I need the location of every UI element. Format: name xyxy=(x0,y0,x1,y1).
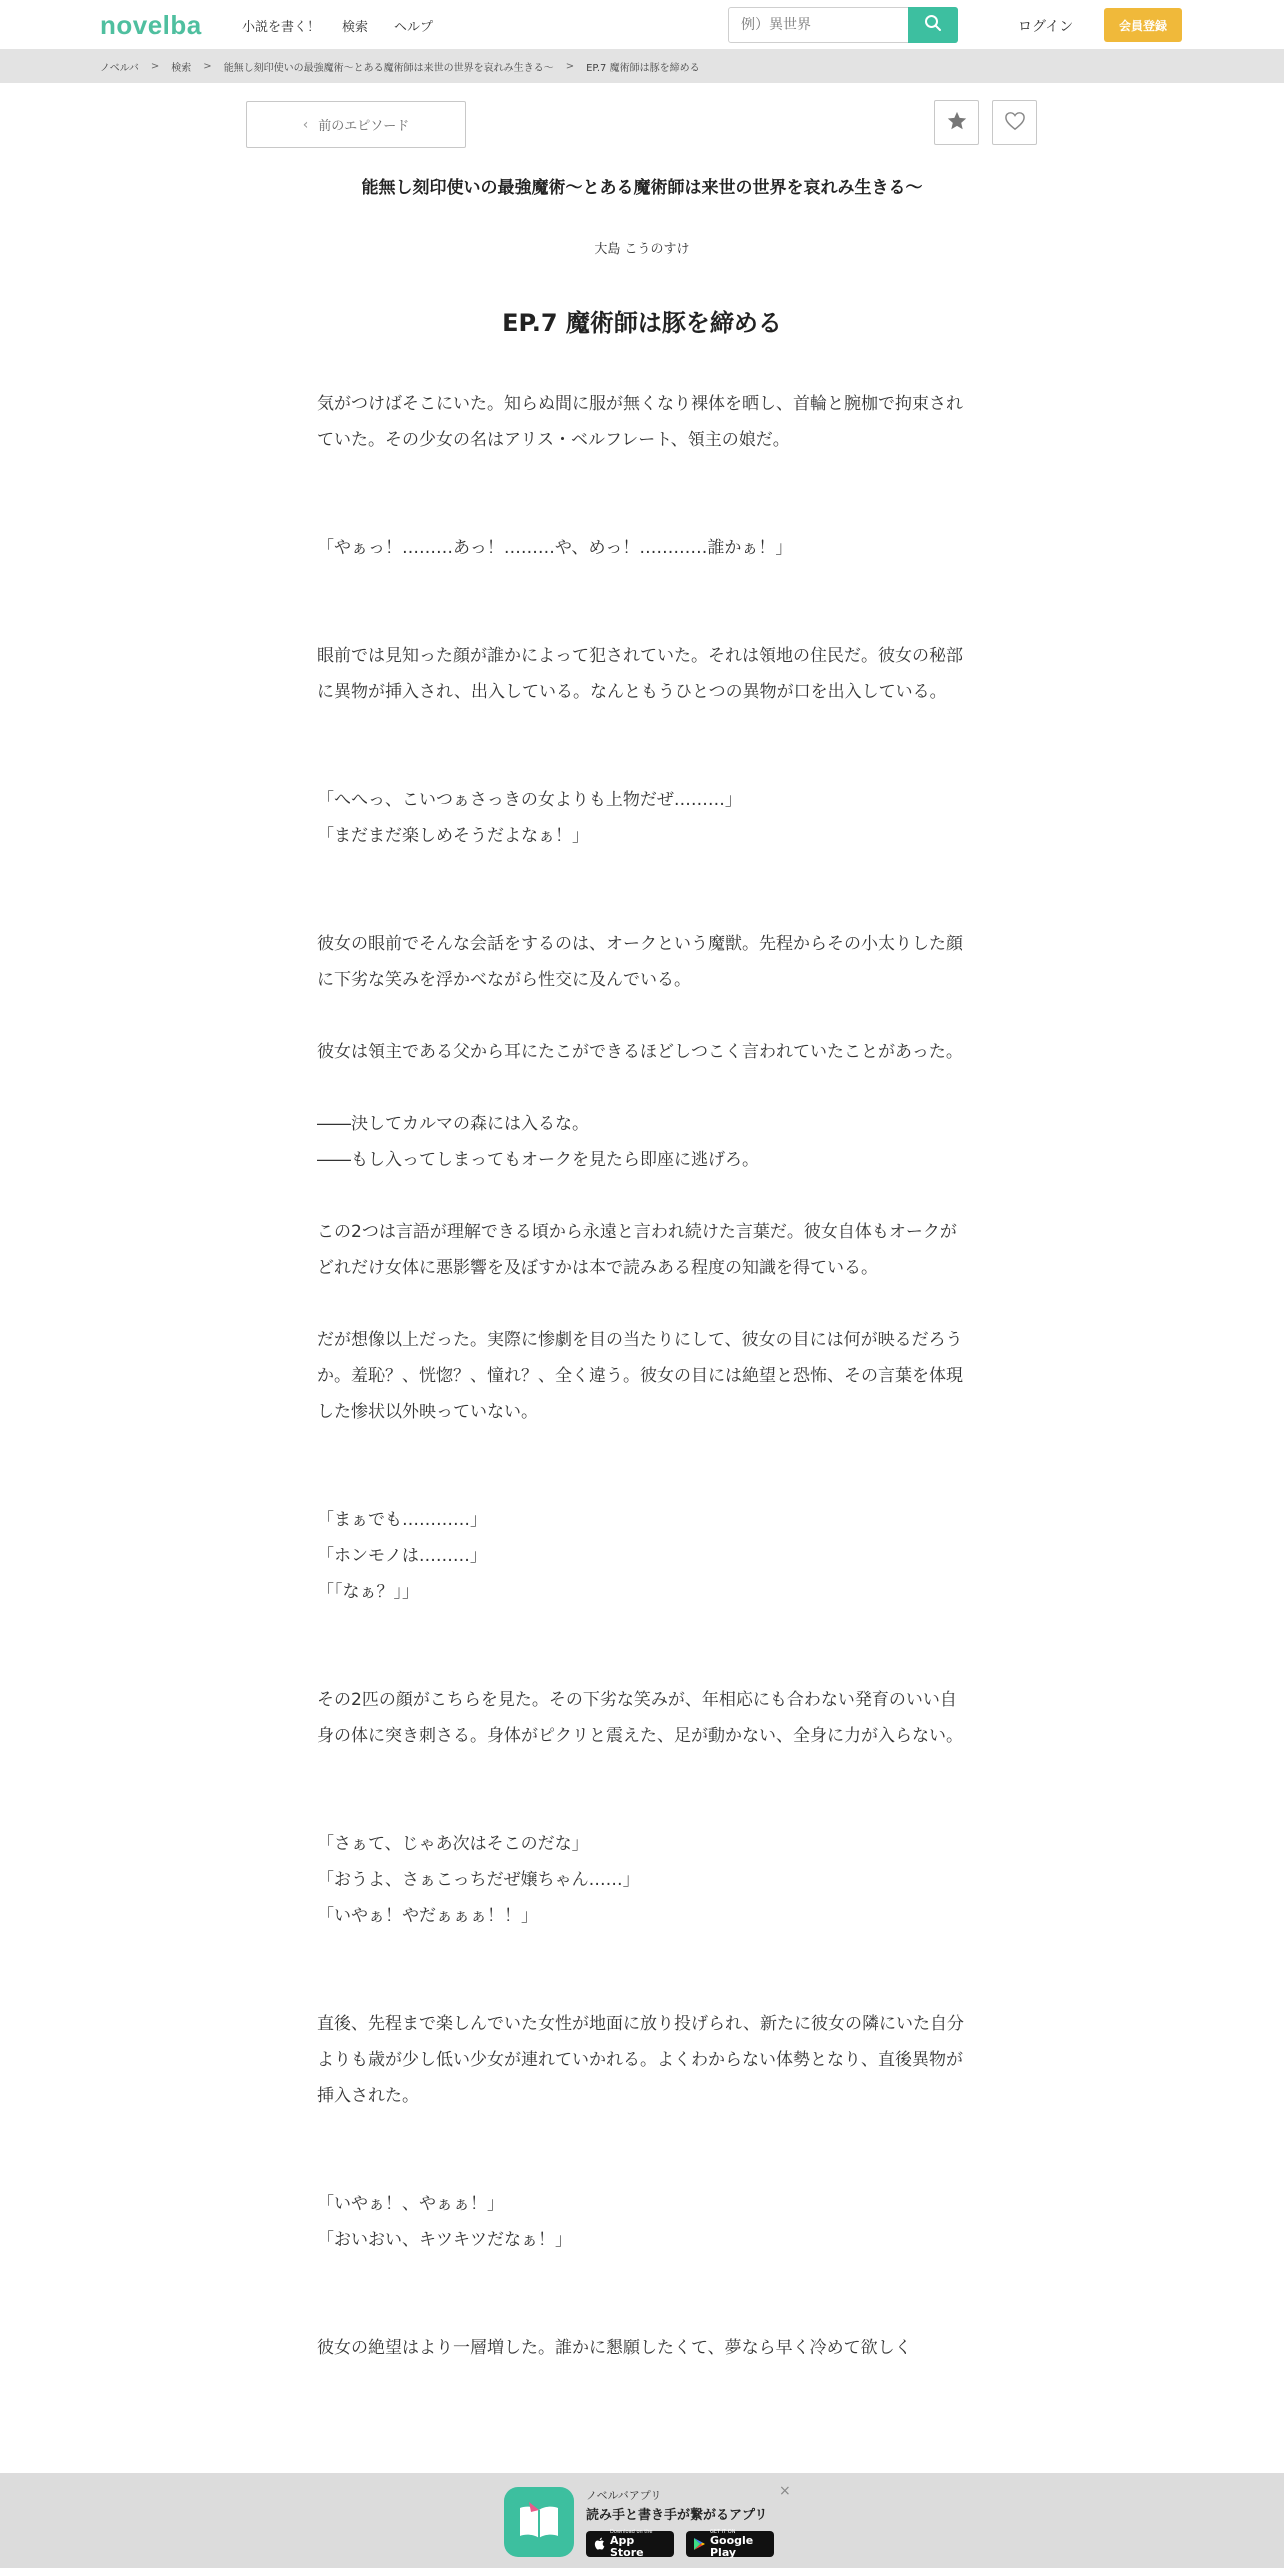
header xyxy=(0,0,1284,49)
prev-episode-button[interactable] xyxy=(246,101,466,148)
chevron-left-icon: ‹ xyxy=(302,116,309,133)
google-play-text: Google Play xyxy=(710,2534,754,2559)
episode-title: EP.7 魔術師は豚を締める xyxy=(502,309,782,337)
favorite-heart-button[interactable] xyxy=(992,100,1037,145)
story-paragraph: 「おいおい、キツキツだなぁ！」 xyxy=(317,2230,572,2250)
story-paragraph: ――もし入ってしまってもオークを見たら即座に逃げろ。 xyxy=(317,1150,759,1170)
login-link[interactable]: ログイン xyxy=(1018,19,1074,35)
google-play-badge[interactable] xyxy=(686,2531,774,2557)
author-name[interactable]: 大島 こうのすけ xyxy=(594,242,690,257)
bookmark-star-button[interactable] xyxy=(934,100,979,145)
search-button[interactable] xyxy=(908,7,958,43)
app-banner xyxy=(0,2473,1284,2568)
novel-title[interactable]: 能無し刻印使いの最強魔術〜とある魔術師は来世の世界を哀れみ生きる〜 xyxy=(361,178,923,198)
blank-line xyxy=(317,2150,967,2186)
blank-line xyxy=(317,710,967,746)
blank-line xyxy=(317,566,967,602)
story-paragraph: ――決してカルマの森には入るな。 xyxy=(317,1114,589,1134)
story-paragraph: 「いやぁ！、やぁぁ！」 xyxy=(317,2194,504,2214)
story-paragraph: 彼女の絶望はより一層増した。誰かに懇願したくて、夢なら早く冷めて欲しく xyxy=(317,2338,912,2358)
breadcrumb-separator: > xyxy=(150,60,160,72)
breadcrumb xyxy=(0,49,1284,83)
blank-line xyxy=(317,2258,967,2294)
novelba-app-icon[interactable] xyxy=(504,2487,574,2557)
banner-close-icon[interactable]: × xyxy=(779,2483,791,2499)
blank-line xyxy=(317,602,967,638)
breadcrumb-home[interactable]: ノベルバ xyxy=(100,62,139,74)
breadcrumb-search[interactable]: 検索 xyxy=(171,62,192,74)
app-name: ノベルバアプリ xyxy=(586,2489,662,2502)
story-body xyxy=(317,386,967,2366)
nav-search[interactable]: 検索 xyxy=(342,20,369,35)
blank-line xyxy=(317,1466,967,1502)
story-paragraph: 「おうよ、さぁこっちだぜ嬢ちゃん……」 xyxy=(317,1870,640,1890)
blank-line xyxy=(317,1178,967,1214)
story-paragraph: 眼前では見知った顔が誰かによって犯されていた。それは領地の住民だ。彼女の秘部に異物が挿入され、出入している。なんともうひとつの異物が口を出入している。 xyxy=(317,646,963,702)
breadcrumb-separator: > xyxy=(203,60,212,72)
blank-line xyxy=(317,1286,967,1322)
story-paragraph: 気がつけばそこにいた。知らぬ間に服が無くなり裸体を晒し、首輪と腕枷で拘束されていた。その少女の名はアリス・ベルフレート、領主の娘だ。 xyxy=(317,394,963,450)
blank-line xyxy=(317,998,967,1034)
app-tagline: 読み手と書き手が繋がるアプリ xyxy=(586,2508,768,2523)
blank-line xyxy=(317,1790,967,1826)
app-store-badge[interactable] xyxy=(586,2531,674,2557)
breadcrumb-episode: EP.7 魔術師は豚を締める xyxy=(586,62,700,74)
google-play-icon xyxy=(694,2535,705,2554)
story-paragraph: 直後、先程まで楽しんでいた女性が地面に放り投げられ、新たに彼女の隣にいた自分よりも歳が少し低い少女が連れていかれる。よくわからない体勢となり、直後異物が挿入された。 xyxy=(317,2014,965,2106)
blank-line xyxy=(317,458,967,494)
novelba-logo[interactable]: novelba xyxy=(100,10,202,40)
story-paragraph: 彼女の眼前でそんな会話をするのは、オークという魔獣。先程からその小太りした顔に下劣な笑みを浮かべながら性交に及んでいる。 xyxy=(317,934,963,990)
blank-line xyxy=(317,1610,967,1646)
blank-line xyxy=(317,2294,967,2330)
story-paragraph: だが想像以上だった。実際に惨劇を目の当たりにして、彼女の目には何が映るだろうか。羞恥？、恍惚？、憧れ？、全く違う。彼女の目には絶望と恐怖、その言葉を体現した惨状以外映っていない。 xyxy=(317,1330,963,1422)
blank-line xyxy=(317,2114,967,2150)
register-button[interactable]: 会員登録 xyxy=(1104,8,1182,42)
breadcrumb-separator: > xyxy=(565,60,575,72)
story-paragraph: 「へへっ、こいつぁさっきの女よりも上物だぜ………」 xyxy=(317,790,742,810)
blank-line xyxy=(317,1070,967,1106)
story-paragraph: 「「なぁ？」」 xyxy=(317,1582,419,1602)
heart-icon xyxy=(1004,111,1026,135)
search-icon xyxy=(924,14,942,36)
app-store-text: App Store xyxy=(610,2534,644,2559)
story-paragraph: この2つは言語が理解できる頃から永遠と言われ続けた言葉だ。彼女自体もオークがどれだけ女体に悪影響を及ぼすかは本で読みある程度の知識を得ている。 xyxy=(317,1222,957,1278)
apple-icon xyxy=(594,2535,605,2554)
story-paragraph: 彼女は領主である父から耳にたこができるほどしつこく言われていたことがあった。 xyxy=(317,1042,963,1062)
blank-line xyxy=(317,1970,967,2006)
blank-line xyxy=(317,1430,967,1466)
story-paragraph: 「いやぁ！やだぁぁぁ！！」 xyxy=(317,1906,538,1926)
google-play-small-text: GET IT ON xyxy=(710,2529,736,2535)
blank-line xyxy=(317,746,967,782)
blank-line xyxy=(317,1646,967,1682)
story-paragraph: 「まだまだ楽しめそうだよなぁ！」 xyxy=(317,826,589,846)
story-paragraph: 「やぁっ！………あっ！………や、めっ！…………誰かぁ！」 xyxy=(317,538,793,558)
story-paragraph: 「さぁて、じゃあ次はそこのだな」 xyxy=(317,1834,589,1854)
story-paragraph: その2匹の顔がこちらを見た。その下劣な笑みが、年相応にも合わない発育のいい自身の体に突き刺さる。身体がピクリと震えた、足が動かない、全身に力が入らない。 xyxy=(317,1690,963,1746)
star-icon xyxy=(946,110,968,136)
story-paragraph: 「ホンモノは………」 xyxy=(317,1546,487,1566)
breadcrumb-novel[interactable]: 能無し刻印使いの最強魔術〜とある魔術師は来世の世界を哀れみ生きる〜 xyxy=(223,62,554,74)
prev-episode-label: 前のエピソード xyxy=(318,119,410,134)
blank-line xyxy=(317,854,967,890)
blank-line xyxy=(317,494,967,530)
app-store-small-text: Download on the xyxy=(610,2529,653,2535)
nav-write-novel[interactable]: 小説を書く！ xyxy=(242,20,321,35)
story-paragraph: 「まぁでも…………」 xyxy=(317,1510,487,1530)
search-input[interactable] xyxy=(729,8,909,42)
blank-line xyxy=(317,1754,967,1790)
nav-help[interactable]: ヘルプ xyxy=(394,20,434,35)
blank-line xyxy=(317,1934,967,1970)
blank-line xyxy=(317,890,967,926)
